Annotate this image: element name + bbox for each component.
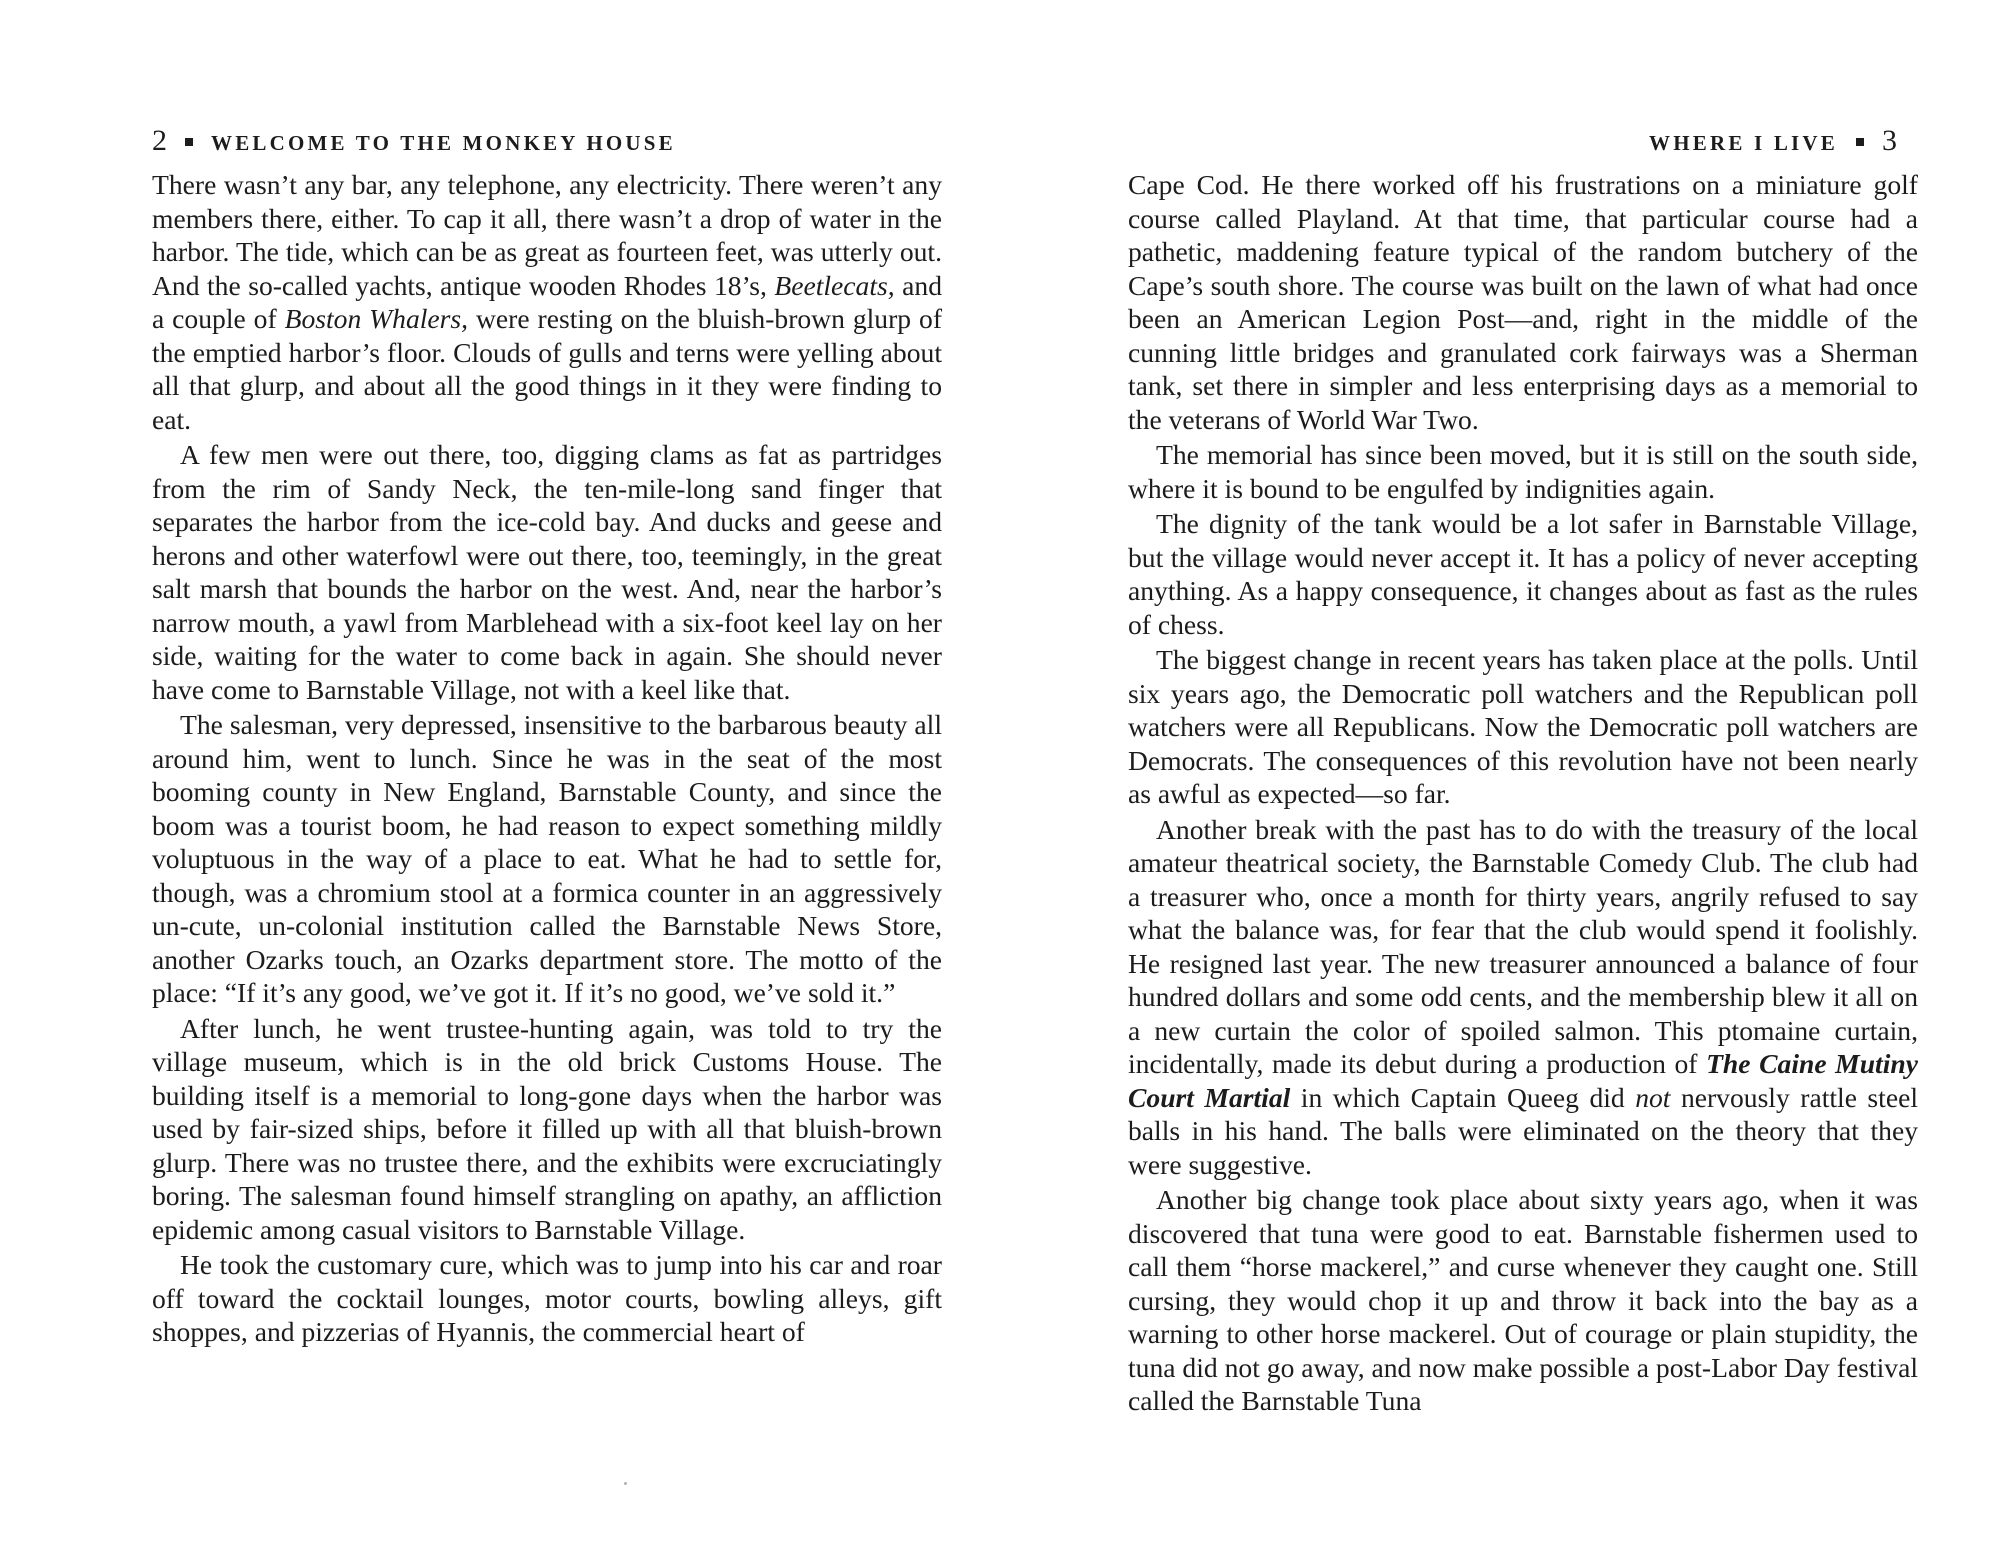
paragraph xyxy=(1128,438,1918,505)
left-body-text xyxy=(152,168,942,1351)
paragraph xyxy=(152,708,942,1010)
paragraph xyxy=(1128,1183,1918,1418)
text-run: and a couple of xyxy=(152,269,942,334)
text-run: There wasn’t any bar, any telephone, any electricity. There weren’t any members there, either. To cap it all, there wasn’t a drop of water in the harbor. The tide, which can be as great as fourteen feet, was utterly out. And the so-called yachts, antique wooden Rhodes 18’s, xyxy=(152,169,942,301)
text-run: After lunch, he went trustee-hunting again, was told to try the village museum, which is in the old brick Customs House. The building itself is a memorial to long-gone days when the harbor was used by fair-sized ships, before it filled up with all that bluish-brown glurp. There was no trustee there, and the exhibits were excruciatingly boring. The salesman found himself strangling on apathy, an affliction epidemic among casual visitors to Barnstable Village. xyxy=(152,1012,942,1245)
text-run: He took the customary cure, which was to jump into his car and roar off toward the cocktail lounges, motor courts, bowling alleys, gift shoppes, and pizzerias of Hyannis, the commercial heart of xyxy=(152,1249,942,1347)
left-page xyxy=(0,0,1007,1559)
bullet-separator xyxy=(185,138,193,146)
paragraph xyxy=(152,1012,942,1247)
text-run: Cape Cod. He there worked off his frustrations on a miniature golf course called Playland. At that time, that particular course had a pathetic, maddening feature typical of the random butchery of the Cape’s south shore. The course was built on the lawn of what had once been an American Legion Post—and, right in the middle of the cunning little bridges and granulated cork fairways was a Sherman tank, set there in simpler and less enterprising days as a memorial to the veterans of World War Two. xyxy=(1128,169,1918,435)
paragraph xyxy=(1128,643,1918,811)
italic-emphasis: Beetlecats, xyxy=(774,269,895,301)
text-run: The dignity of the tank would be a lot safer in Barnstable Village, but the village would never accept it. It has a policy of never accepting anything. As a happy consequence, it changes about as fast as the rules of chess. xyxy=(1128,508,1918,640)
paragraph xyxy=(1128,168,1918,436)
italic-emphasis: Boston Whalers, xyxy=(284,303,469,334)
text-run: The salesman, very depressed, insensitive to the barbarous beauty all around him, went to lunch. Since he was in the seat of the most booming county in New England, Barnstable County, and since the boom was a tourist boom, he had reason to expect something mildly voluptuous in the way of a place to eat. What he had to settle for, though, was a chromium stool at a formica counter in an aggressively un-cute, un-colonial institution called the Barnstable News Store, another Ozarks touch, an Ozarks department store. The motto of the place: “If it’s any good, we’ve got it. If it’s no good, we’ve sold it.” xyxy=(152,709,942,1008)
text-run: Another break with the past has to do with the treasury of the local amateur theatrical society, the Barnstable Comedy Club. The club had a treasurer who, once a month for thirty years, angrily refused to say what the balance was, for fear that the club would spend it foolishly. He resigned last year. The new treasurer announced a balance of four hundred dollars and some odd cents, and the membership blew it all on a new curtain the color of spoiled salmon. This ptomaine curtain, incidentally, made its debut during a production of xyxy=(1128,813,1918,1079)
right-page-number: 3 xyxy=(1882,124,1897,157)
right-body-text xyxy=(1128,168,1918,1420)
paragraph xyxy=(152,1248,942,1349)
scan-speck xyxy=(624,1482,627,1485)
title-emphasis: The Caine Mutiny Court Martial xyxy=(1128,1048,1918,1113)
text-run: nervously rattle steel balls in his hand. The balls were eliminated on the theory that they were suggestive. xyxy=(1128,1081,1918,1180)
text-run: in which Captain Queeg did xyxy=(1290,1081,1636,1113)
text-run: were resting on the bluish-brown glurp of the emptied harbor’s floor. Clouds of gulls and terns were yelling about all that glurp, and about all the good things in it they were finding to eat. xyxy=(152,303,943,435)
text-run: The memorial has since been moved, but it is still on the south side, where it is bound to be engulfed by indignities again. xyxy=(1128,439,1918,504)
text-run: The biggest change in recent years has taken place at the polls. Until six years ago, the Democratic poll watchers and the Republican poll watchers were all Republicans. Now the Democratic poll watchers are Democrats. The consequences of this revolution have not been nearly as awful as expected—so far. xyxy=(1128,644,1918,809)
paragraph xyxy=(1128,813,1918,1182)
bullet-separator xyxy=(1856,138,1864,146)
italic-emphasis: not xyxy=(1635,1081,1671,1113)
text-run: A few men were out there, too, digging clams as fat as partridges from the rim of Sandy Neck, the ten-mile-long sand finger that separates the harbor from the ice-cold bay. And ducks and geese and herons and other waterfowl were out there, too, teemingly, in the great salt marsh that bounds the harbor on the west. And, near the harbor’s narrow mouth, a yawl from Marblehead with a six-foot keel lay on her side, waiting for the water to come back in again. She should never have come to Barnstable Village, not with a keel like that. xyxy=(152,439,942,705)
right-running-head-title: WHERE I LIVE xyxy=(1649,131,1838,155)
left-running-head-title: WELCOME TO THE MONKEY HOUSE xyxy=(211,131,676,155)
paragraph xyxy=(152,438,942,706)
paragraph xyxy=(152,168,942,436)
right-page xyxy=(1007,0,2015,1559)
text-run: Another big change took place about sixty years ago, when it was discovered that tuna were good to eat. Barnstable fishermen used to call them “horse mackerel,” and curse whenever they caught one. Still cursing, they would chop it up and throw it back into the bay as a warning to other horse mackerel. Out of courage or plain stupidity, the tuna did not go away, and now make possible a post-Labor Day festival called the Barnstable Tuna xyxy=(1128,1184,1918,1416)
paragraph xyxy=(1128,507,1918,641)
right-running-head xyxy=(1649,124,1897,158)
left-page-number: 2 xyxy=(152,124,167,157)
left-running-head xyxy=(152,124,676,158)
